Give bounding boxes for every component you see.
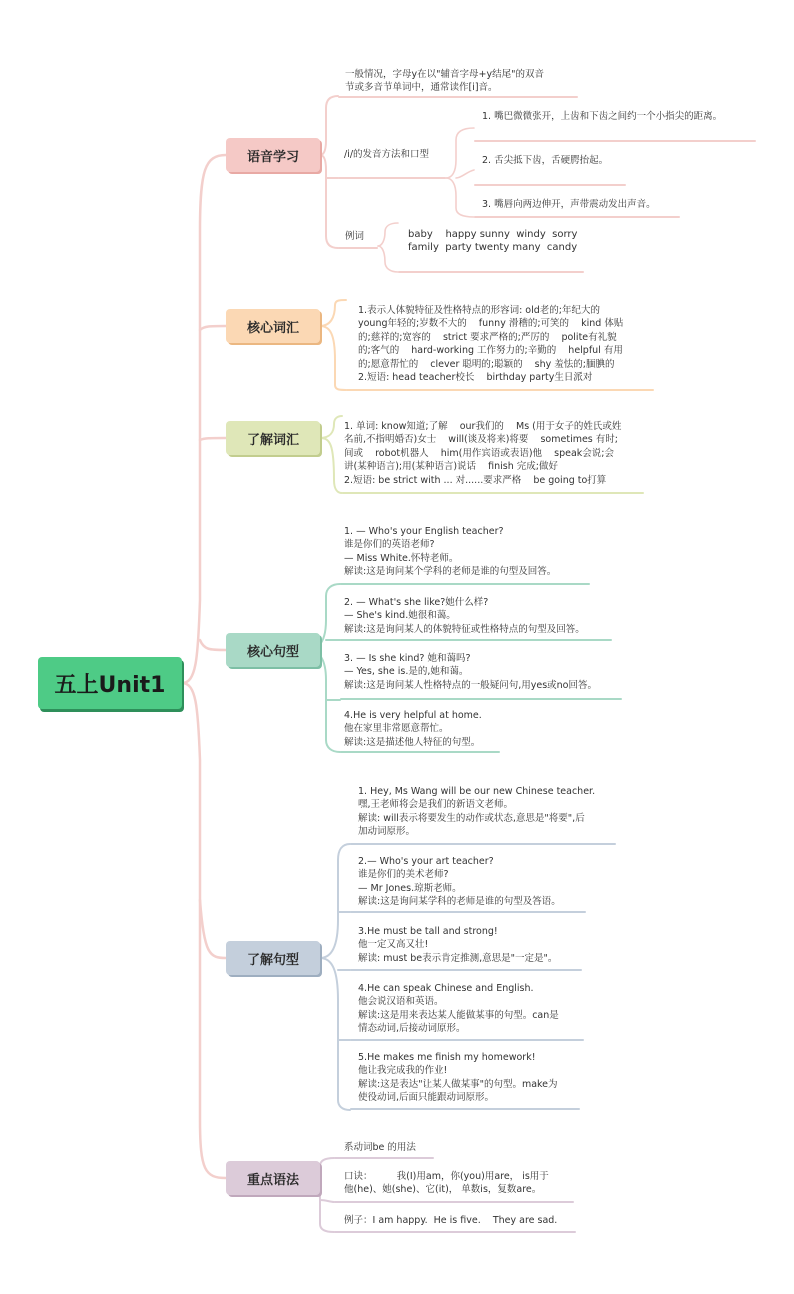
core-sentence-1[interactable] xyxy=(344,525,556,579)
topic-core-vocabulary-label: 核心词汇 xyxy=(246,320,299,336)
text-line: 3. 嘴唇向两边伸开，声带震动发出声音。 xyxy=(482,199,656,210)
extra-sentence-2[interactable] xyxy=(358,855,561,909)
text-line: 例词 xyxy=(345,231,365,242)
underline xyxy=(340,698,622,700)
extra-sentence-5[interactable] xyxy=(358,1051,558,1105)
text-line: 他让我完成我的作业! xyxy=(358,1065,448,1077)
extra-sentence-4[interactable] xyxy=(358,982,559,1036)
text-line: 系动词be 的用法 xyxy=(344,1142,416,1153)
text-line: 解读:这是用来表达某人能做某事的句型。can是 xyxy=(358,1009,559,1021)
topic-extra-vocabulary[interactable] xyxy=(226,421,320,455)
topic-phonics[interactable] xyxy=(226,138,320,172)
phonics-rule-node[interactable] xyxy=(345,68,544,95)
text-line: 加动词原形。 xyxy=(358,826,416,838)
text-line: 谁是你们的英语老师? xyxy=(344,539,435,551)
grammar-topic-node[interactable] xyxy=(344,1141,416,1154)
text-line: 节或多音节单词中，通常读作[i]音。 xyxy=(345,82,498,94)
extra-sentence-3[interactable] xyxy=(358,925,557,965)
text-line: — She's kind.她很和蔼。 xyxy=(344,610,456,622)
text-line: 2.短语: head teacher校长 birthday party生日派对 xyxy=(358,372,593,384)
underline xyxy=(346,389,654,391)
text-line: 一般情况，字母y在以"辅音字母+y结尾"的双音 xyxy=(345,69,544,80)
text-line: 4.He is very helpful at home. xyxy=(344,710,482,721)
underline xyxy=(350,969,582,971)
text-line: — Miss White.怀特老师。 xyxy=(344,552,459,564)
text-line: 2.短语: be strict with ... 对......要求严格 be going to打算 xyxy=(344,474,607,486)
text-line: 讲(某种语言);用(某种语言)说话 finish 完成;做好 xyxy=(344,461,558,473)
text-line: 解读: will表示将要发生的动作或状态,意思是"将要",后 xyxy=(358,812,585,824)
text-line: 解读:这是询问某人的体貌特征或性格特点的句型及回答。 xyxy=(344,623,585,635)
core-sentence-4[interactable] xyxy=(344,709,482,749)
text-line: 2.— Who's your art teacher? xyxy=(358,856,494,867)
root-title: 五上Unit1 xyxy=(54,672,166,698)
text-line: 5.He makes me finish my homework! xyxy=(358,1052,536,1063)
text-line: 的;慈祥的;宽容的 strict 要求严格的;严厉的 polite有礼貌 xyxy=(358,331,617,343)
text-line: family party twenty many candy xyxy=(408,242,578,254)
underline xyxy=(340,583,590,585)
topic-core-sentences-label: 核心句型 xyxy=(246,644,299,660)
text-line: 解读:这是询问某学科的老师是谁的句型及答语。 xyxy=(358,896,561,908)
text-line: 口诀： 我(I)用am，你(you)用are， is用于 xyxy=(344,1171,549,1182)
text-line: 他一定又高又壮! xyxy=(358,939,429,951)
text-line: 解读:这是询问某个学科的老师是谁的句型及回答。 xyxy=(344,566,557,578)
topic-extra-sentences-label: 了解句型 xyxy=(246,952,299,968)
text-line: 谁是你们的美术老师? xyxy=(358,869,449,881)
underline xyxy=(474,184,626,186)
grammar-example-node[interactable] xyxy=(344,1214,557,1227)
underline xyxy=(350,1039,584,1041)
grammar-rhyme-node[interactable] xyxy=(344,1170,549,1197)
text-line: 间或 robot机器人 him(用作宾语或表语)他 speak会说;会 xyxy=(344,447,614,459)
text-line: — Mr Jones.琼斯老师。 xyxy=(358,882,462,894)
text-line: 的;愿意帮忙的 clever 聪明的;聪颖的 shy 羞怯的;腼腆的 xyxy=(358,358,615,370)
underline xyxy=(340,639,612,641)
text-line: 1. Hey, Ms Wang will be our new Chinese teacher. xyxy=(358,786,596,797)
mouth-step-3[interactable] xyxy=(482,198,656,211)
text-line: 1. 单词: know知道;了解 our我们的 Ms (用于女子的姓氏或姓 xyxy=(344,421,622,432)
text-line: 1. — Who's your English teacher? xyxy=(344,526,504,537)
text-line: — Yes, she is.是的,她和蔼。 xyxy=(344,666,469,678)
text-line: young年轻的;岁数不大的 funny 滑稽的;可笑的 kind 体贴 xyxy=(358,318,624,330)
extra-vocabulary-node[interactable] xyxy=(344,420,621,487)
underline xyxy=(342,492,644,494)
text-line: 解读:这是表达"让某人做某事"的句型。make为 xyxy=(358,1078,558,1090)
mouth-step-2[interactable] xyxy=(482,154,608,167)
core-vocabulary-node[interactable] xyxy=(358,304,623,384)
underline xyxy=(474,140,756,142)
text-line: 名前,不指明婚否)女士 will(谈及将来)将要 sometimes 有时; xyxy=(344,434,618,446)
underline xyxy=(338,247,378,249)
text-line: 解读:这是描述他人特征的句型。 xyxy=(344,736,481,748)
underline xyxy=(334,1201,574,1203)
text-line: 1.表示人体貌特征及性格特点的形容词: old老的;年纪大的 xyxy=(358,305,600,316)
text-line: 2. — What's she like?她什么样? xyxy=(344,597,489,608)
text-line: 的;客气的 hard-working 工作努力的;辛勤的 helpful 有用 xyxy=(358,345,623,357)
root-node[interactable] xyxy=(38,657,182,709)
underline xyxy=(334,1157,434,1159)
core-sentence-3[interactable] xyxy=(344,652,597,692)
text-line: 他在家里非常愿意帮忙。 xyxy=(344,723,449,735)
text-line: 他(he)、她(she)、它(it)， 单数is，复数are。 xyxy=(344,1184,542,1196)
text-line: 解读:这是询问某人性格特点的一般疑问句,用yes或no回答。 xyxy=(344,679,597,691)
text-line: 情态动词,后接动词原形。 xyxy=(358,1023,466,1035)
extra-sentence-1[interactable] xyxy=(358,785,595,839)
text-line: 他会说汉语和英语。 xyxy=(358,996,444,1008)
text-line: /i/的发音方法和口型 xyxy=(344,149,430,160)
underline xyxy=(334,1231,576,1233)
text-line: 使役动词,后面只能跟动词原形。 xyxy=(358,1092,495,1104)
mouth-step-1[interactable] xyxy=(482,110,722,123)
topic-phonics-label: 语音学习 xyxy=(246,149,299,165)
text-line: 解读: must be表示肯定推测,意思是"一定是"。 xyxy=(358,952,558,964)
text-line: 2. 舌尖抵下齿，舌硬腭抬起。 xyxy=(482,155,609,166)
text-line: 4.He can speak Chinese and English. xyxy=(358,983,534,994)
underline xyxy=(398,271,584,273)
topic-key-grammar-label: 重点语法 xyxy=(246,1172,299,1188)
underline xyxy=(350,911,586,913)
core-sentence-2[interactable] xyxy=(344,596,585,636)
example-words-label[interactable] xyxy=(345,230,364,243)
underline xyxy=(340,751,500,753)
underline xyxy=(338,96,578,98)
topic-core-vocabulary[interactable] xyxy=(226,309,320,343)
topic-key-grammar[interactable] xyxy=(226,1161,320,1195)
underline xyxy=(350,843,616,845)
underline xyxy=(474,216,680,218)
pronunciation-node[interactable] xyxy=(344,148,429,161)
underline xyxy=(338,177,446,179)
topic-core-sentences[interactable] xyxy=(226,633,320,667)
topic-extra-sentences[interactable] xyxy=(226,941,320,975)
text-line: baby happy sunny windy sorry xyxy=(408,229,578,240)
text-line: 3.He must be tall and strong! xyxy=(358,926,498,937)
text-line: 3. — Is she kind? 她和蔼吗? xyxy=(344,653,471,664)
example-words-node[interactable] xyxy=(408,228,577,255)
topic-extra-vocabulary-label: 了解词汇 xyxy=(246,432,299,448)
text-line: 嘿,王老师将会是我们的新语文老师。 xyxy=(358,799,514,811)
text-line: 1. 嘴巴微微张开，上齿和下齿之间约一个小指尖的距离。 xyxy=(482,111,723,122)
text-line: 例子：I am happy. He is five. They are sad. xyxy=(344,1215,558,1226)
underline xyxy=(350,1108,580,1110)
